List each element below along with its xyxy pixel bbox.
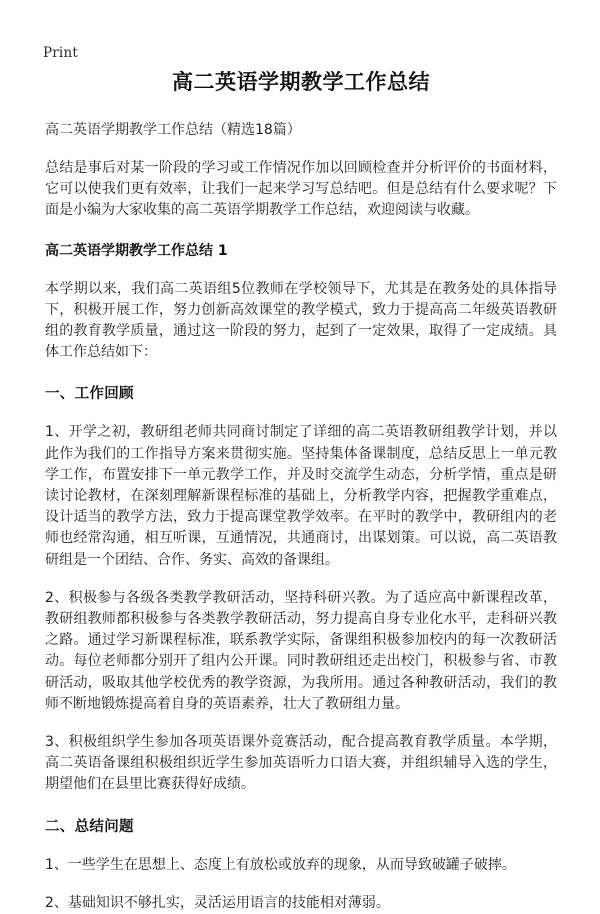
print-label[interactable]: Print — [43, 45, 78, 61]
document-lede: 总结是事后对某一阶段的学习或工作情况作加以回顾检查并分析评价的书面材料，它可以使我们更有效率，让我们一起来学习写总结吧。但是总结有什么要求呢？下面是小编为大家收集的高二英语学期教学工作总结，欢迎阅读与收藏。 — [45, 160, 557, 219]
entry-heading: 高二英语学期教学工作总结 1 — [45, 242, 228, 259]
page-title: 高二英语学期教学工作总结 — [172, 70, 430, 94]
section-2-item-2: 2、基础知识不够扎实，灵活运用语言的技能相对薄弱。 — [45, 894, 390, 911]
section-heading-2: 二、总结问题 — [45, 818, 134, 835]
document-content — [45, 68, 557, 914]
section-1-item-1: 1、开学之初，教研组老师共同商讨制定了详细的高二英语教研组教学计划，并以此作为我们的工作指导方案来贯彻实施。坚持集体备课制度，总结反思上一单元教学工作，布置安排下一单元教学工作，并及时交流学生动态，分析学情，重点是研读讨论教材，在深刻理解新课程标准的基础上，分析教学内容，把握教学重难点，设计适当的教学方法，致力于提高课堂教学效率。在平时的教学中，教研组内的老师也经常沟通，相互听课，互通情况，共通商讨，出谋划策。可以说，高二英语教研组是一个团结、合作、务实、高效的备课组。 — [45, 424, 557, 568]
section-2-item-1: 1、一些学生在思想上、态度上有放松或放弃的现象，从而导致破罐子破摔。 — [45, 856, 516, 873]
document-subtitle: 高二英语学期教学工作总结（精选18篇） — [45, 122, 301, 138]
section-1-item-3: 3、积极组织学生参加各项英语课外竞赛活动，配合提高教育教学质量。本学期，高二英语备课组积极组织近学生参加英语听力口语大赛，并组织辅导入选的学生，期望他们在县里比赛获得好成绩。 — [45, 734, 557, 793]
document-intro: 本学期以来，我们高二英语组5位教师在学校领导下，尤其是在教务处的具体指导下，积极开展工作，努力创新高效课堂的教学模式，致力于提高高二年级英语教研组的教育教学质量，通过这一阶段的努力，起到了一定效果，取得了一定成绩。具体工作总结如下： — [45, 280, 557, 361]
section-1-item-2: 2、积极参与各级各类教学教研活动，坚持科研兴教。为了适应高中新课程改革，教研组教师都积极参与各类教学教研活动，努力提高自身专业化水平，走科研兴教之路。通过学习新课程标准，联系教学实际，备课组积极参加校内的每一次教研活动。每位老师都分别开了组内公开课。同时教研组还走出校门，积极参与省、市教研活动，吸取其他学校优秀的教学资源，为我所用。通过各种教研活动，我们的教师不断地锻炼提高着自身的英语素养，壮大了教研组力量。 — [45, 589, 557, 712]
section-heading-1: 一、工作回顾 — [45, 386, 134, 403]
